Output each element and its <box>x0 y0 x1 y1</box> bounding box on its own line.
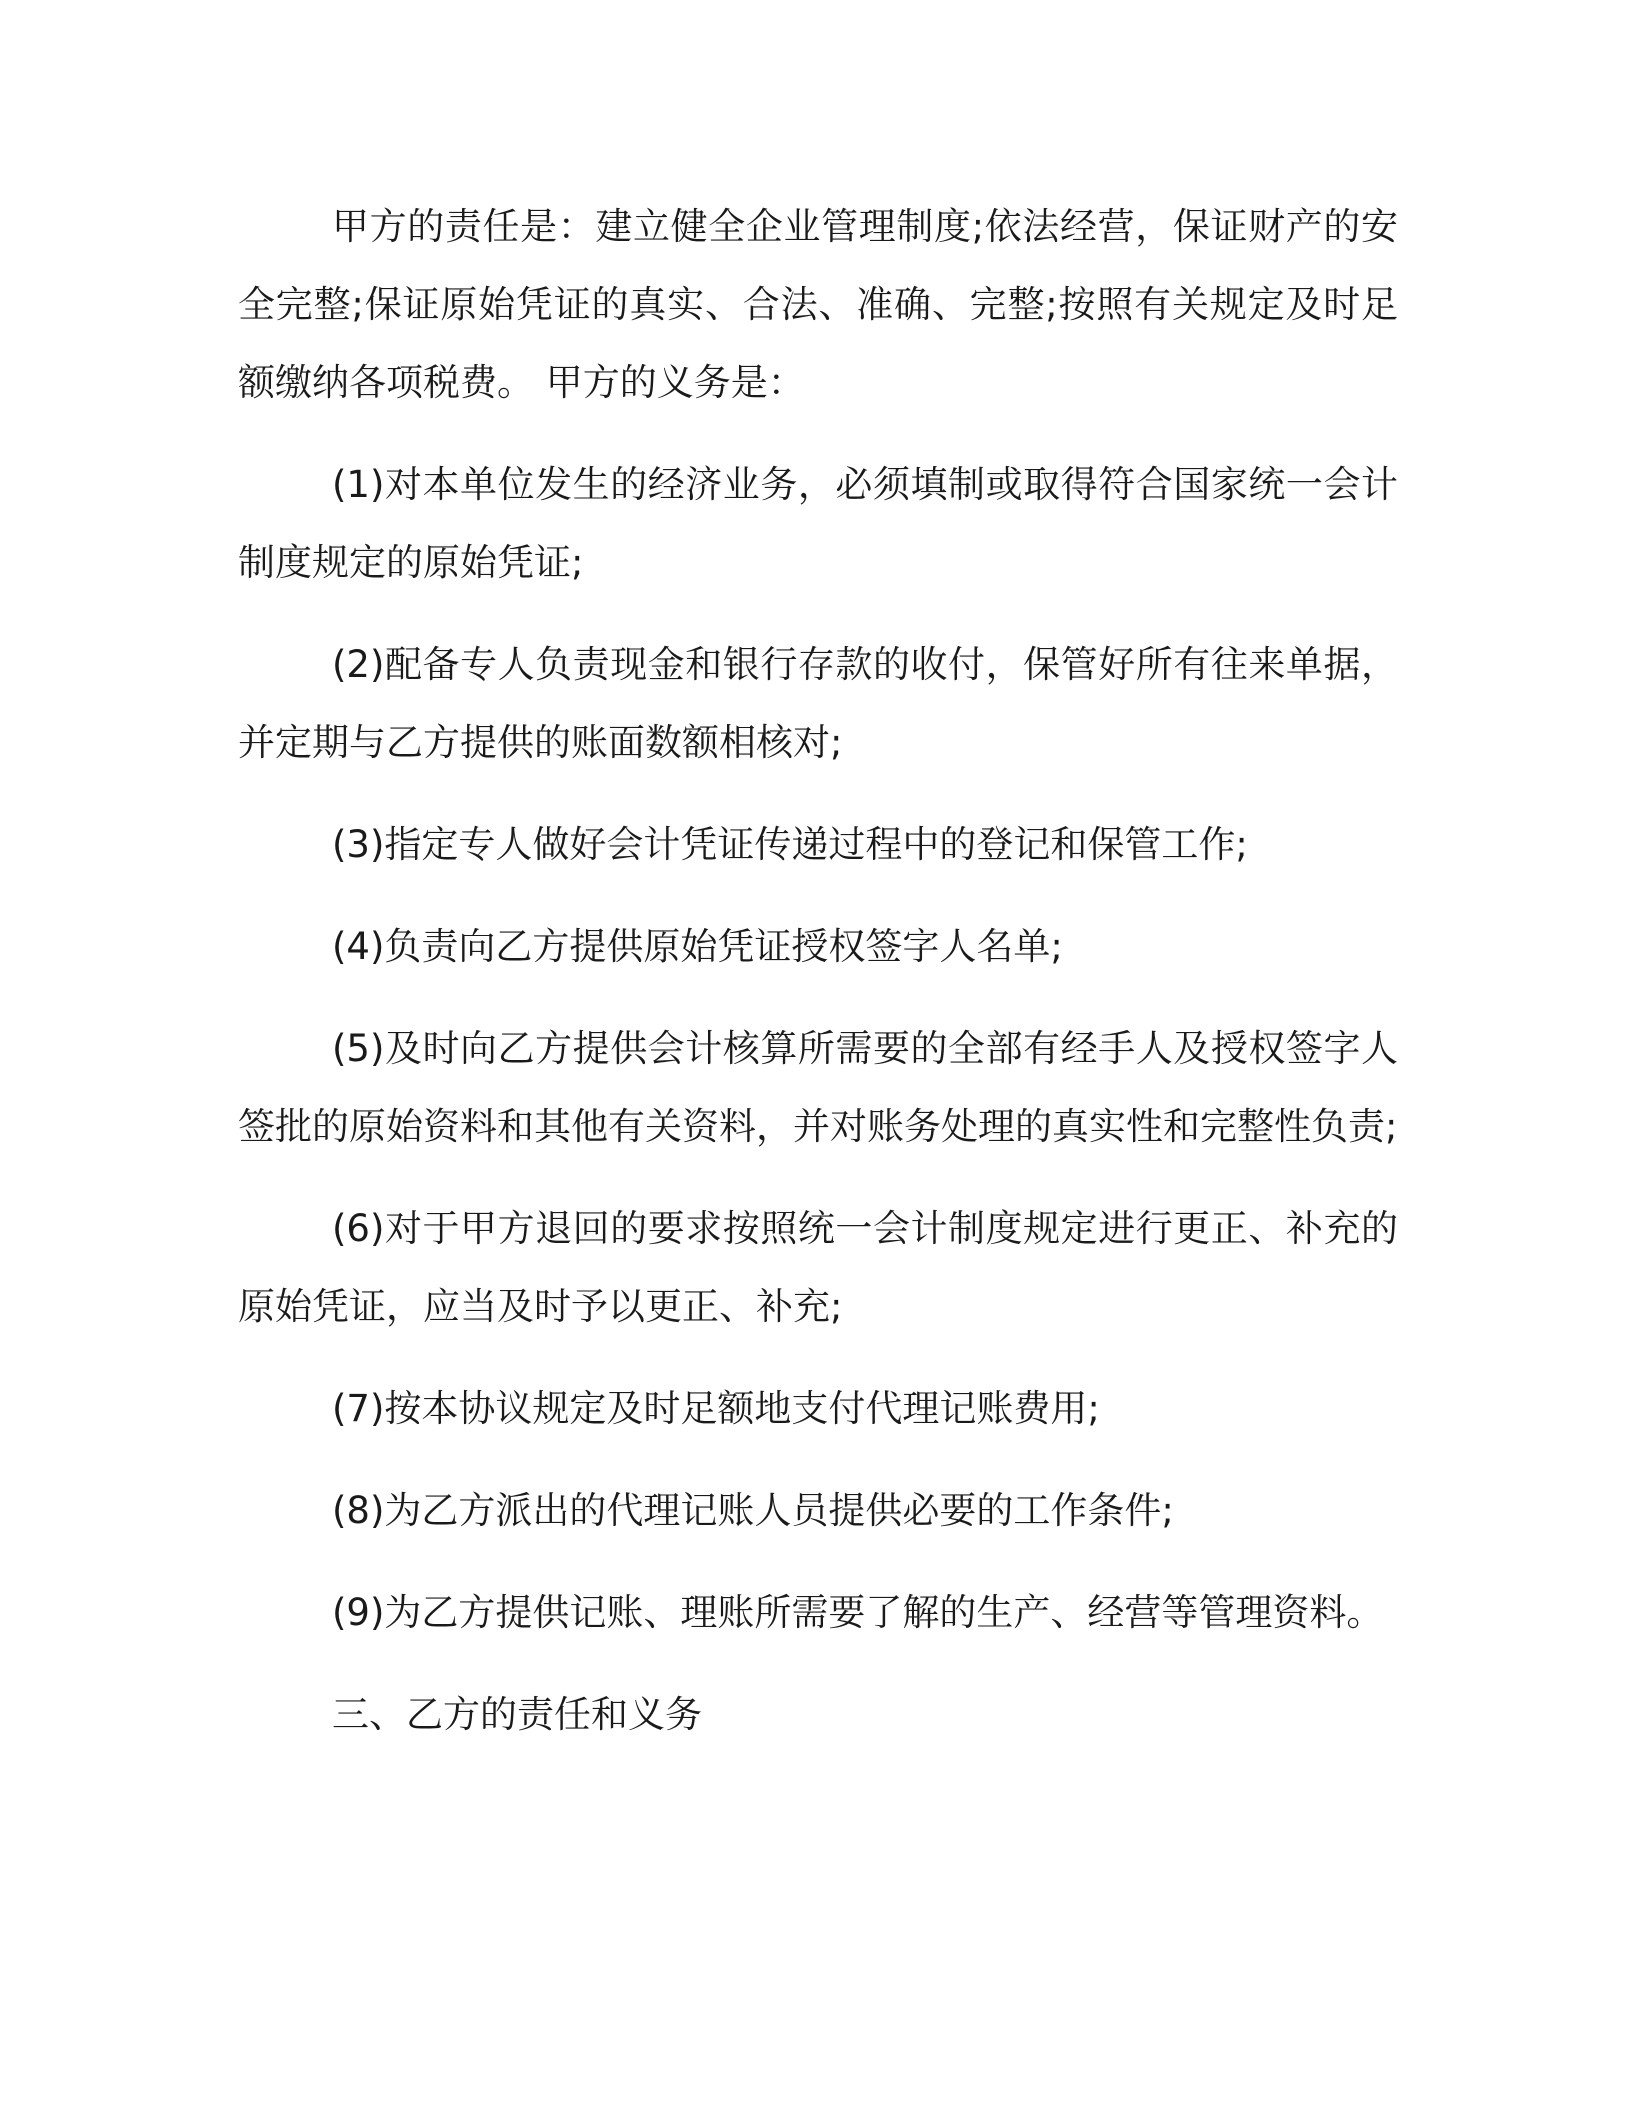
document-body <box>238 188 1398 1778</box>
obligation-item-4: (4)负责向乙方提供原始凭证授权签字人名单; <box>332 925 1063 968</box>
obligation-item-2: (2)配备专人负责现金和银行存款的收付，保管好所有往来单据，并定期与乙方提供的账面数额相核对; <box>238 643 1398 764</box>
obligation-item-3: (3)指定专人做好会计凭证传递过程中的登记和保管工作; <box>332 823 1248 866</box>
party-a-responsibilities-paragraph: 甲方的责任是：建立健全企业管理制度;依法经营，保证财产的安全完整;保证原始凭证的真实、合法、准确、完整;按照有关规定及时足额缴纳各项税费。 甲方的义务是： <box>238 205 1398 404</box>
obligation-item-1: (1)对本单位发生的经济业务，必须填制或取得符合国家统一会计制度规定的原始凭证; <box>238 463 1398 584</box>
obligation-item-5: (5)及时向乙方提供会计核算所需要的全部有经手人及授权签字人签批的原始资料和其他有关资料，并对账务处理的真实性和完整性负责; <box>238 1027 1398 1148</box>
obligation-item-9: (9)为乙方提供记账、理账所需要了解的生产、经营等管理资料。 <box>332 1591 1384 1634</box>
obligation-item-8: (8)为乙方派出的代理记账人员提供必要的工作条件; <box>332 1489 1174 1532</box>
section-heading: 三、乙方的责任和义务 <box>332 1693 702 1736</box>
obligation-item-6: (6)对于甲方退回的要求按照统一会计制度规定进行更正、补充的原始凭证，应当及时予以更正、补充; <box>238 1207 1398 1328</box>
obligation-item-7: (7)按本协议规定及时足额地支付代理记账费用; <box>332 1387 1100 1430</box>
